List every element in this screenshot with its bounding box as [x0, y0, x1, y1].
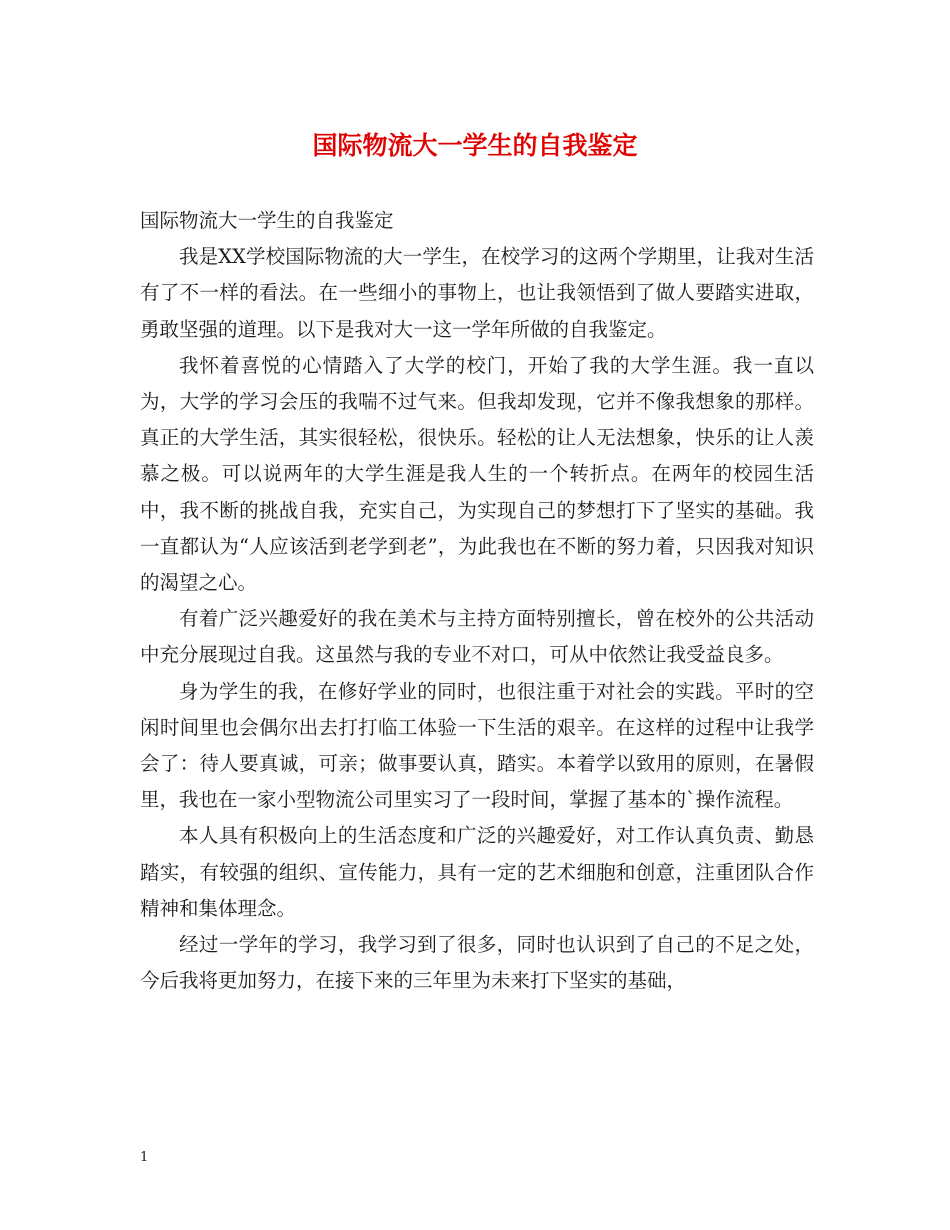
- document-body: [140, 203, 814, 999]
- document-title: 国际物流大一学生的自我鉴定: [312, 131, 638, 160]
- paragraph-college-life: 我怀着喜悦的心情踏入了大学的校门，开始了我的大学生涯。我一直以为，大学的学习会压的我喘不过气来。但我却发现，它并不像我想象的那样。真正的大学生活，其实很轻松，很快乐。轻松的让人无法想象，快乐的让人羡慕之极。可以说两年的大学生涯是我人生的一个转折点。在两年的校园生活中，我不断的挑战自我，充实自己，为实现自己的梦想打下了坚实的基础。我一直都认为“人应该活到老学到老”，为此我也在不断的努力着，只因我对知识的渴望之心。: [140, 353, 814, 595]
- paragraph-personal-qualities: 本人具有积极向上的生活态度和广泛的兴趣爱好，对工作认真负责、勤恳踏实，有较强的组织、宣传能力，具有一定的艺术细胞和创意，注重团队合作精神和集体理念。: [140, 824, 814, 920]
- paragraph-interests: 有着广泛兴趣爱好的我在美术与主持方面特别擅长，曾在校外的公共活动中充分展现过自我。这虽然与我的专业不对口，可从中依然让我受益良多。: [140, 607, 814, 667]
- paragraph-conclusion: 经过一学年的学习，我学习到了很多，同时也认识到了自己的不足之处，今后我将更加努力，在接下来的三年里为未来打下坚实的基础，: [140, 933, 814, 993]
- paragraph-social-practice: 身为学生的我，在修好学业的同时，也很注重于对社会的实践。平时的空闲时间里也会偶尔出去打打临工体验一下生活的艰辛。在这样的过程中让我学会了：待人要真诚，可亲；做事要认真，踏实。本着学以致用的原则，在暑假里，我也在一家小型物流公司里实习了一段时间，掌握了基本的`操作流程。: [140, 679, 814, 812]
- paragraph-intro: 我是XX学校国际物流的大一学生，在校学习的这两个学期里，让我对生活有了不一样的看法。在一些细小的事物上，也让我领悟到了做人要踏实进取，勇敢坚强的道理。以下是我对大一这一学年所做的自我鉴定。: [140, 245, 814, 341]
- document-subtitle: 国际物流大一学生的自我鉴定: [140, 209, 394, 232]
- page-number: 1: [140, 1150, 149, 1165]
